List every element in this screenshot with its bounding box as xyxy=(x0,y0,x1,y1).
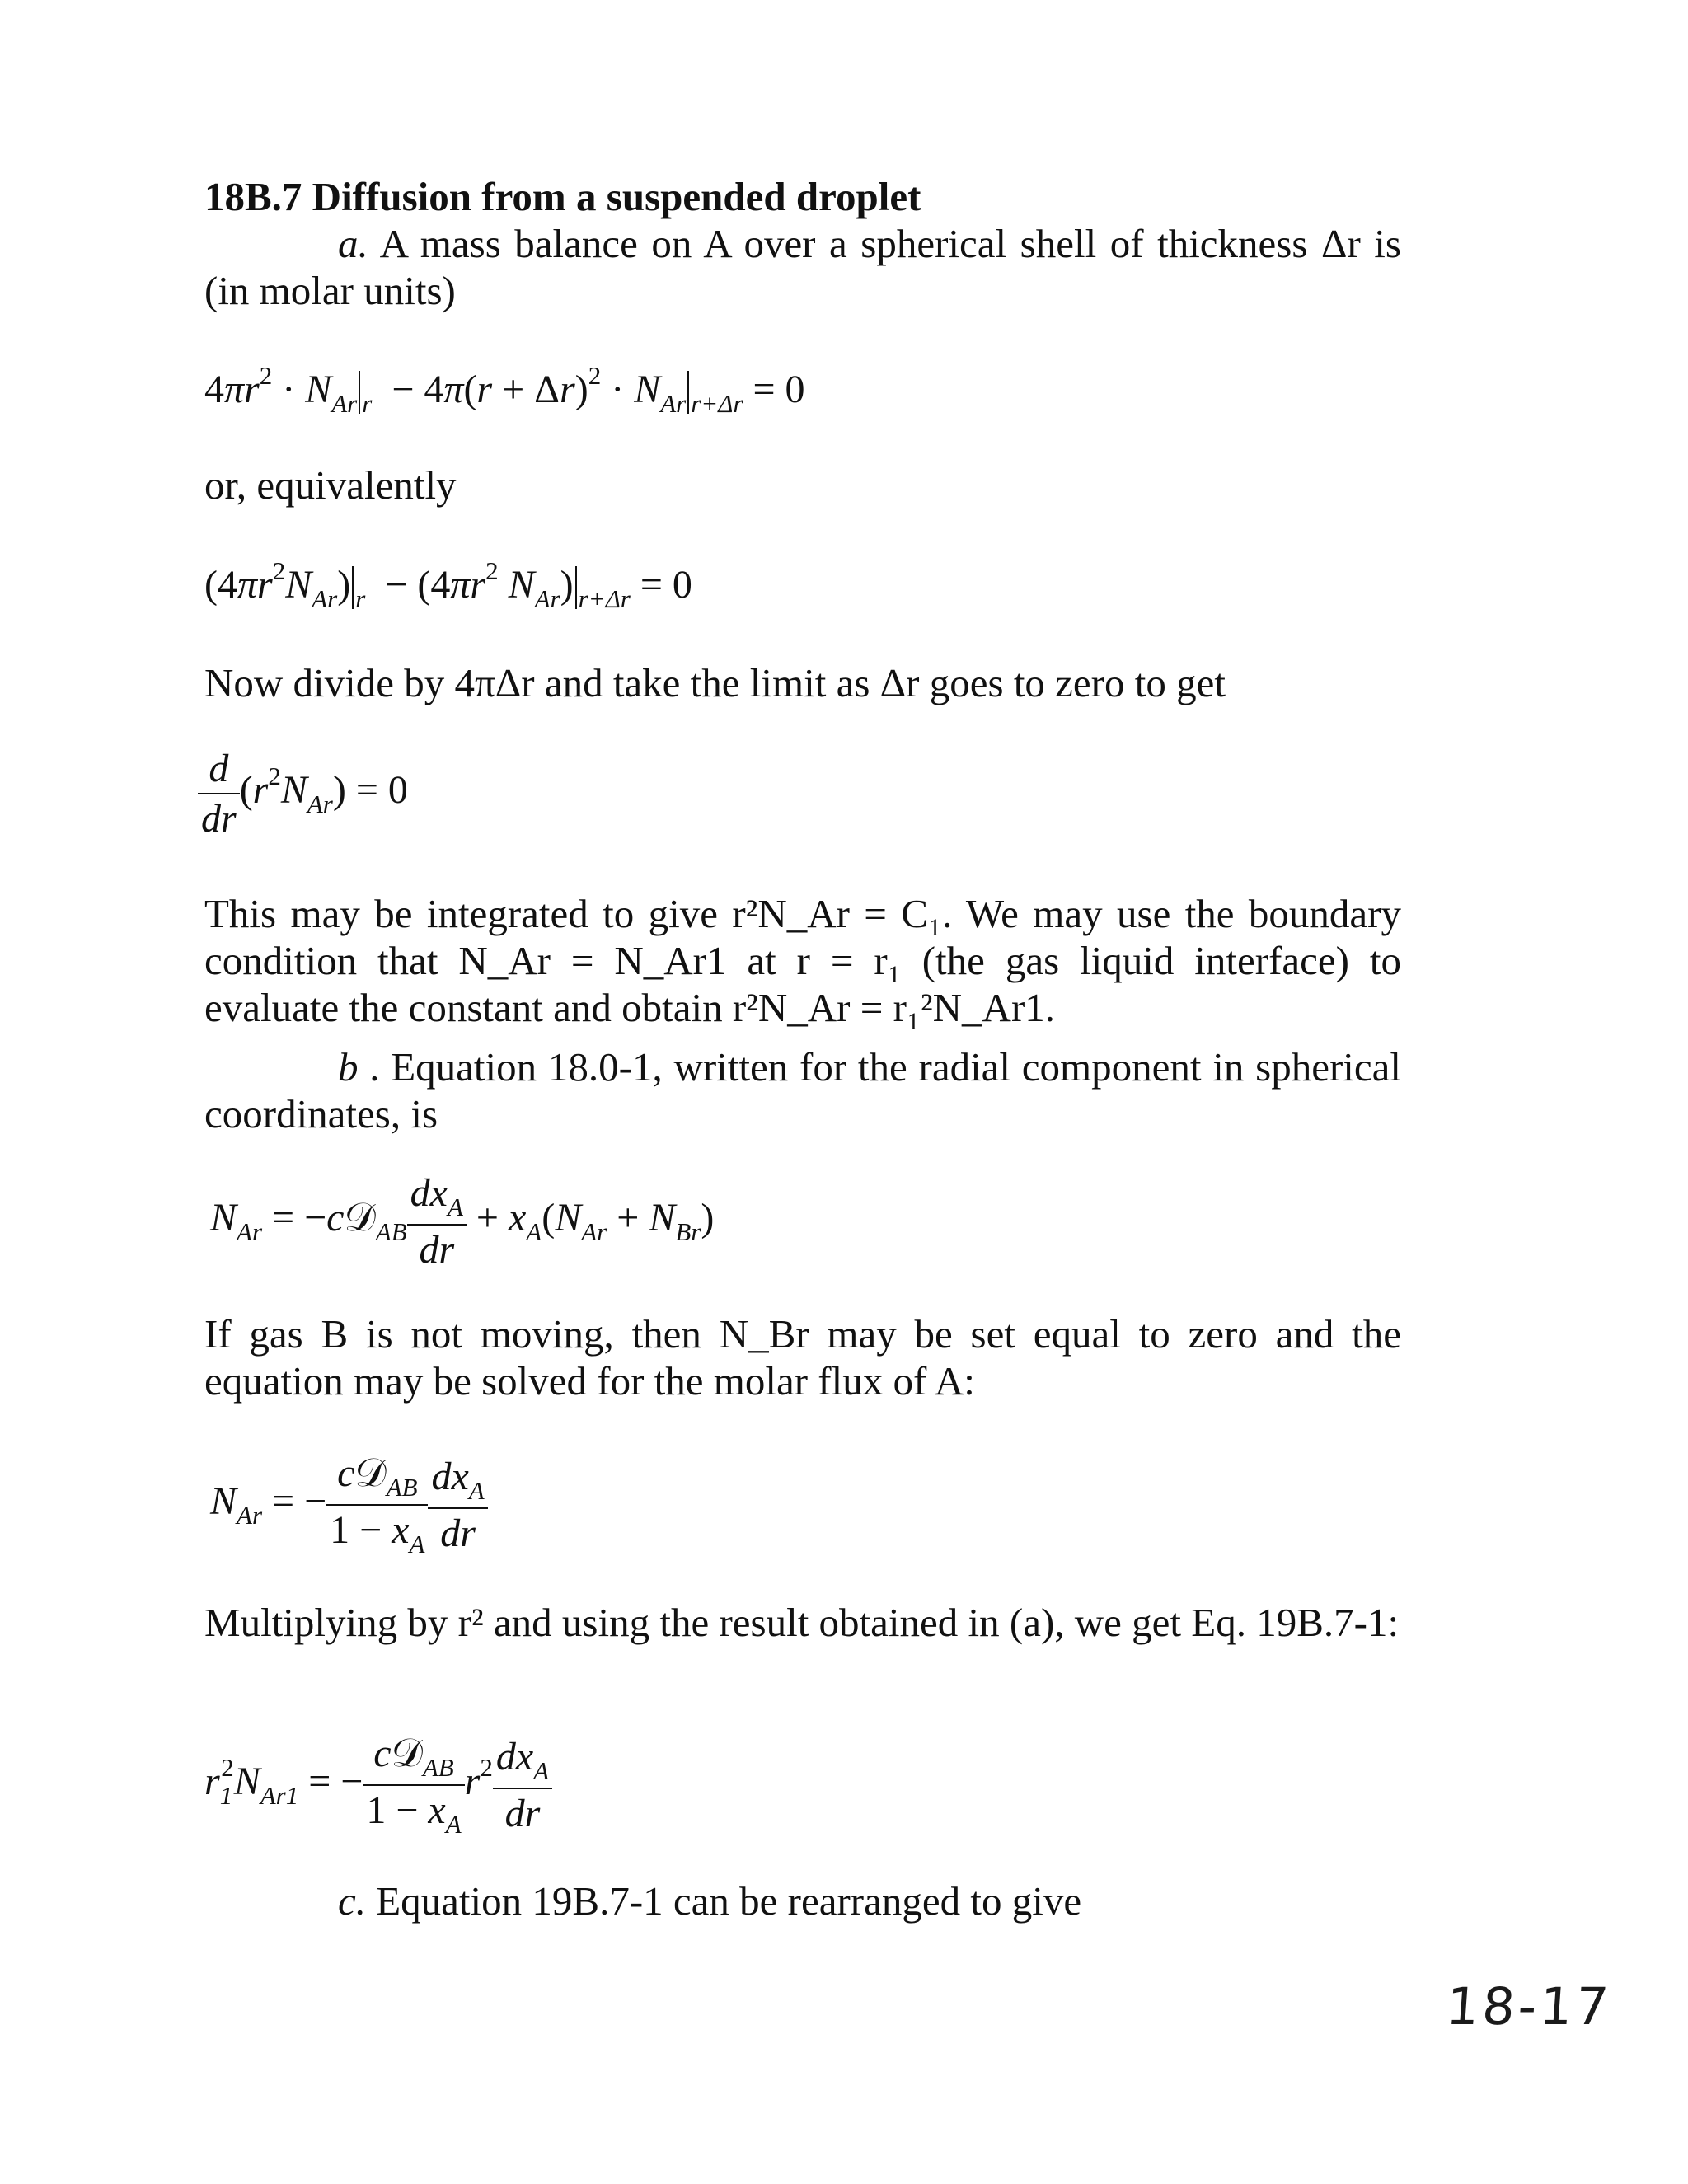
part-b-label: b xyxy=(338,1044,359,1090)
divide-text: Now divide by 4πΔr and take the limit as Δr goes to zero to get xyxy=(204,660,1226,705)
equation-19b7-1: $r_1^2N_{Ar1}$ = − $\frac{c𝒟_{AB}}{1 - x_A}$ $r^2$ $\frac{dx_A}{dr}$ xyxy=(204,1731,552,1840)
equation-derivative: $\frac{d}{dr}$ $(r^2N_{Ar}) = 0$ xyxy=(198,746,408,841)
page-number: 18-17 xyxy=(1444,1976,1614,2036)
part-c-label: c. xyxy=(338,1878,366,1924)
part-b-intro xyxy=(204,1043,1401,1137)
part-b-intro-text: . Equation 18.0-1, written for the radial component in spherical coordinates, is xyxy=(204,1044,1401,1137)
part-a-intro xyxy=(204,220,1401,314)
equation-flux: $N_{Ar}$ = −c𝒟$_{AB}$ $\frac{dx_A}{dr}$ + $x_A(N_{Ar} + N_{Br})$ xyxy=(210,1171,715,1272)
equation-mass-balance: $4\pi r^2 \cdot N_{Ar}$ $_r - 4\pi(r + \Delta r)^2 \cdot N_{Ar}$ $_{r+\Delta r}$ = 0 xyxy=(204,361,805,418)
equivalently-text: or, equivalently xyxy=(204,462,457,508)
equation-molar-flux: $N_{Ar}$ = − $\frac{c𝒟_{AB}}{1 - x_A}$ $\frac{dx_A}{dr}$ xyxy=(210,1451,488,1559)
multiply-paragraph: Multiplying by r² and using the result obtained in (a), we get Eq. 19B.7-1: xyxy=(204,1600,1400,1645)
part-a-intro-text: A mass balance on A over a spherical shell of thickness Δr is (in molar units) xyxy=(204,221,1401,313)
part-a-label: a. xyxy=(338,221,368,266)
integrated-paragraph: This may be integrated to give r²N_Ar = C₁. We may use the boundary condition that N_Ar = N_Ar1 at r = r₁ (the gas liquid interface) to evaluate the constant and obtain r²N_Ar = r₁²N_Ar1. xyxy=(204,891,1401,1030)
part-c-intro-text: Equation 19B.7-1 can be rearranged to give xyxy=(366,1878,1082,1924)
section-title: 18B.7 Diffusion from a suspended droplet xyxy=(204,174,921,219)
gas-b-paragraph: If gas B is not moving, then N_Br may be set equal to zero and the equation may be solved for the molar flux of A: xyxy=(204,1311,1401,1404)
equation-equivalent: $(4\pi r^2N_{Ar}) _r - (4\pi r^2$ $N_{Ar}$) $_{r+\Delta r}$ = 0 xyxy=(204,556,692,613)
part-c-intro xyxy=(204,1877,1401,1924)
